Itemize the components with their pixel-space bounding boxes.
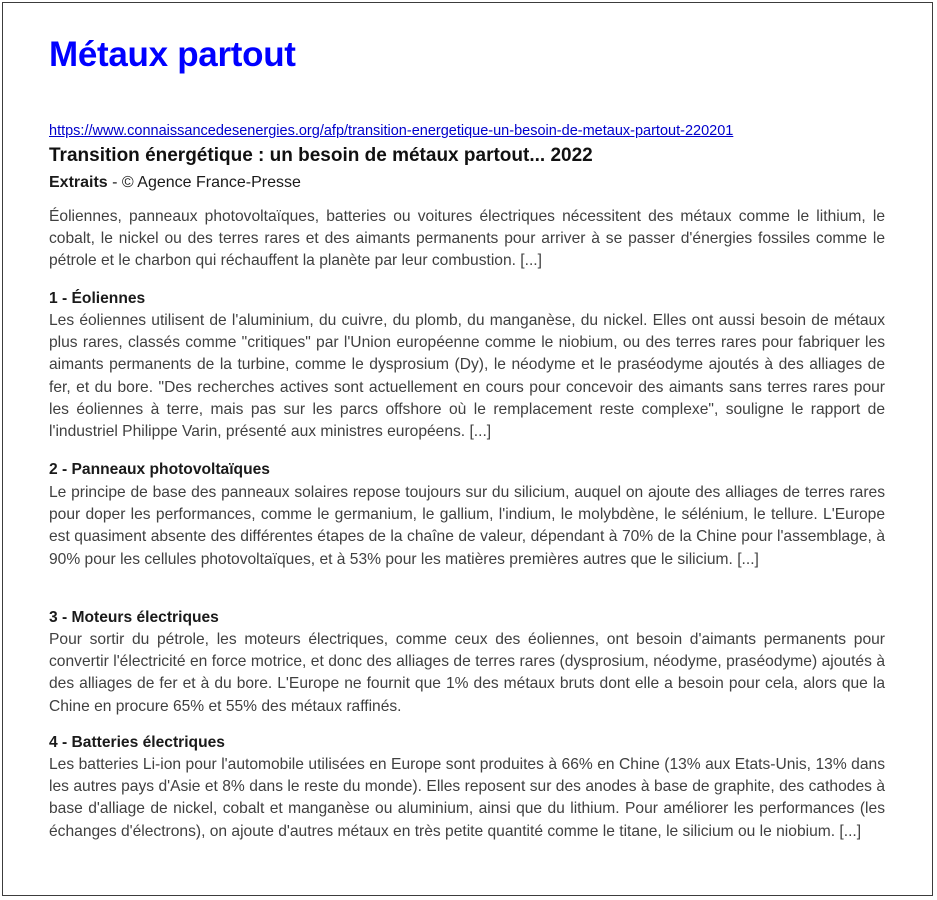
credit-text: - © Agence France-Presse (107, 174, 301, 191)
section-heading-photovoltaiques: 2 - Panneaux photovoltaïques (49, 461, 270, 478)
credit-line (49, 172, 301, 194)
section-text-eoliennes: Les éoliennes utilisent de l'aluminium, du cuivre, du plomb, du manganèse, du nickel. Elles ont aussi besoin de métaux plus rares, classés comme "critiques" par l'Union européenne comme le niobium, ou des terres rares pour fabriquer les aimants permanents de la turbine, comme le dysprosium (Dy), le néodyme et le praséodyme ajoutés à des alliages de fer, et du bore. "Des recherches actives sont actuellement en cours pour concevoir des aimants sans terres rares pour les éoliennes à terre, mais pas sur les parcs offshore où le remplacement reste complexe", souligne le rapport de l'industriel Philippe Varin, présenté aux ministres européens. [...] (49, 312, 885, 441)
source-link[interactable]: https://www.connaissancedesenergies.org/afp/transition-energetique-un-besoin-de-metaux-partout-220201 (49, 123, 734, 139)
section-heading-eoliennes: 1 - Éoliennes (49, 290, 146, 307)
document-frame (2, 2, 933, 896)
section-heading-batteries: 4 - Batteries électriques (49, 734, 225, 751)
article-title: Transition énergétique : un besoin de métaux partout... 2022 (49, 145, 593, 166)
section-text-batteries: Les batteries Li-ion pour l'automobile utilisées en Europe sont produites à 66% en Chine (13% aux Etats-Unis, 13% dans les autres pays d'Asie et 8% dans le reste du monde). Elles reposent sur des anodes à base de graphite, des cathodes à base d'alliage de nickel, cobalt et manganèse ou aluminium, ainsi que du lithium. Pour améliorer les performances (les échanges d'électrons), on ajoute d'autres métaux en très petite quantité comme le titane, le silicium ou le niobium. [...] (49, 756, 885, 840)
section-text-photovoltaiques: Le principe de base des panneaux solaires repose toujours sur du silicium, auquel on ajoute des alliages de terres rares pour doper les performances, comme le germanium, le gallium, l'indium, le molybdène, le sélénium, le tellure. L'Europe est quasiment absente des différentes étapes de la chaîne de valeur, dépendant à 70% de la Chine pour l'assemblage, à 90% pour les cellules photovoltaïques, et à 53% pour les matières premières autres que le silicium. [...] (49, 484, 885, 568)
section-heading-moteurs: 3 - Moteurs électriques (49, 609, 219, 626)
credit-label: Extraits (49, 174, 108, 191)
section-text-moteurs: Pour sortir du pétrole, les moteurs électriques, comme ceux des éoliennes, ont besoin d'aimants permanents pour convertir l'électricité en force motrice, et donc des alliages de terres rares (dysprosium, néodyme, praséodyme) ajoutés à des alliages de fer et à du bore. L'Europe ne fournit que 1% des métaux bruts dont elle a besoin pour cela, alors que la Chine en procure 65% et 55% des métaux raffinés. (49, 631, 885, 715)
intro-paragraph: Éoliennes, panneaux photovoltaïques, batteries ou voitures électriques nécessitent des métaux comme le lithium, le cobalt, le nickel ou des terres rares et des aimants permanents pour arriver à se passer d'énergies fossiles comme le pétrole et le charbon qui réchauffent la planète par leur combustion. [...] (49, 208, 885, 270)
page-title: Métaux partout (49, 35, 296, 74)
